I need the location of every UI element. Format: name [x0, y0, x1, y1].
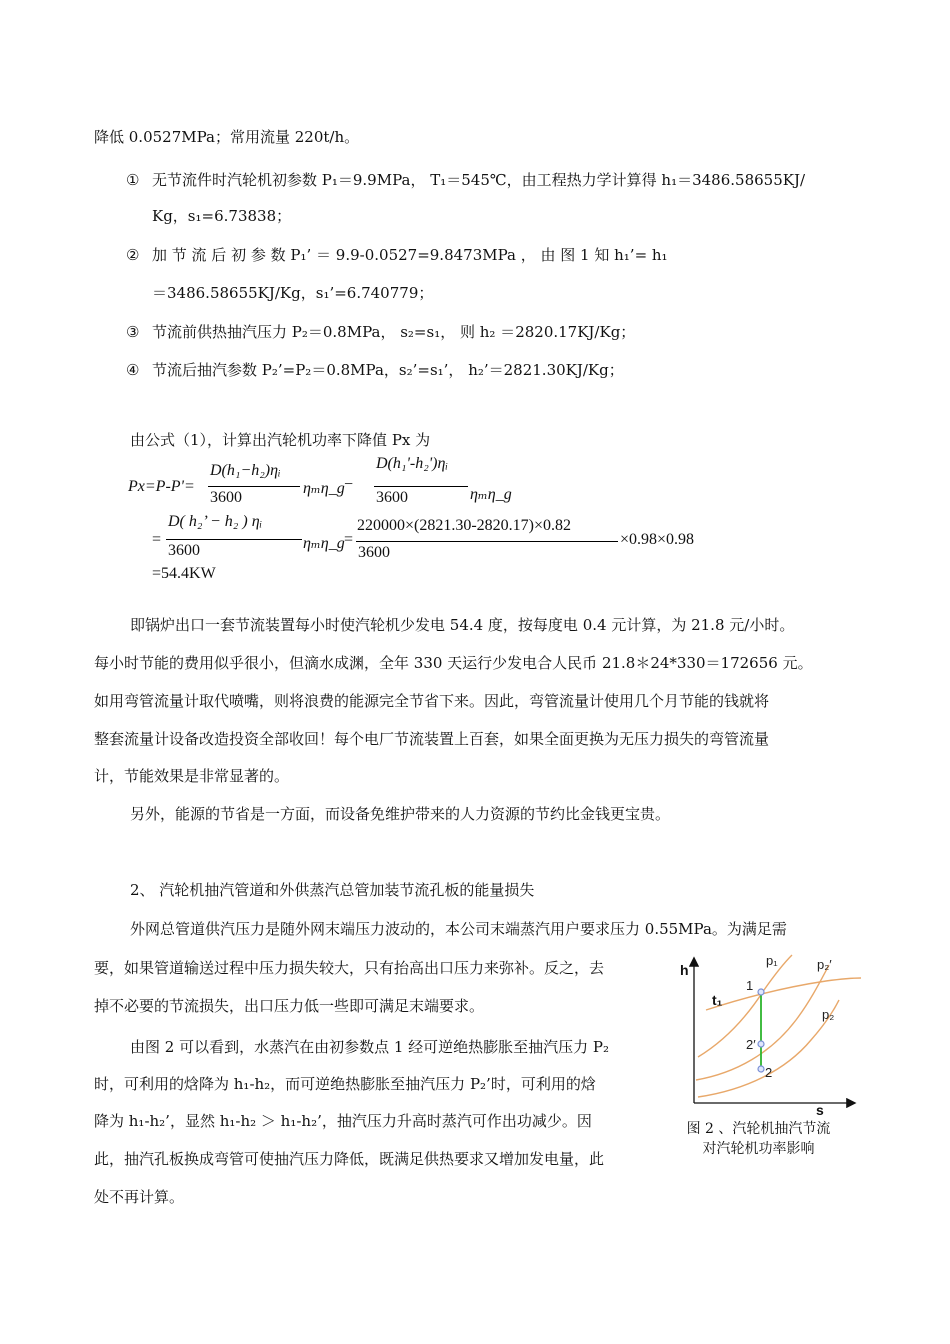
formula-fraction-bar-4: [356, 541, 618, 542]
paragraph-4-line-2: 时，可利用的焓降为 h₁-h₂，而可逆绝热膨胀至抽汽压力 P₂’时，可利用的焓: [94, 1075, 596, 1093]
label-point-1: 1: [746, 978, 754, 993]
item-1-line2: Kg，s₁=6.73838；: [152, 207, 292, 225]
label-p2-prime: p₂′: [817, 957, 832, 972]
formula-lhs: Px=P-P'=: [128, 478, 195, 495]
x-axis-label: s: [816, 1102, 824, 1117]
formula-equals-2: =: [344, 531, 354, 548]
label-point-2-prime: 2′: [746, 1037, 756, 1052]
item-1-marker: ①: [126, 171, 140, 189]
formula-numerator-4: 220000×(2821.30-2820.17)×0.82: [357, 517, 572, 534]
formula-numerator-1: D(h₁−h₂)ηᵢ: [210, 462, 281, 479]
item-3-marker: ③: [126, 323, 140, 341]
state-point-1: [758, 989, 764, 995]
item-2-line1: 加 节 流 后 初 参 数 P₁’ ＝ 9.9-0.0527=9.8473MPa ， 由 图 1 知 h₁’= h₁: [152, 246, 668, 264]
formula-eta-2: ηₘη_g: [470, 486, 512, 503]
hs-diagram: [676, 945, 866, 1117]
formula-denominator-3: 3600: [168, 542, 200, 559]
figure-caption-line-1: 图 2 、汽轮机抽汽节流: [686, 1121, 831, 1137]
formula-result: =54.4KW: [152, 565, 216, 582]
paragraph-3-line-1: 外网总管道供汽压力是随外网末端压力波动的，本公司末端蒸汽用户要求压力 0.55MPa。为满足需: [130, 920, 787, 938]
item-4-line1: 节流后抽汽参数 P₂’=P₂＝0.8MPa，s₂’=s₁’， h₂’＝2821.30KJ/Kg；: [152, 361, 624, 379]
formula-numerator-2: D(h₁'-h₂')ηᵢ: [376, 455, 448, 472]
isobar-p2-prime: [696, 965, 829, 1080]
item-2-line2: ＝3486.58655KJ/Kg，s₁’=6.740779；: [152, 284, 434, 302]
formula-fraction-bar-2: [374, 486, 468, 487]
formula-equals-1: =: [152, 531, 162, 548]
label-p2: p₂: [822, 1007, 835, 1022]
label-p1: p₁: [766, 953, 778, 968]
paragraph-4-line-4: 此，抽汽孔板换成弯管可使抽汽压力降低，既满足供热要求又增加发电量，此: [94, 1150, 605, 1168]
formula-fraction-bar-1: [208, 486, 300, 487]
paragraph-4-line-1: 由图 2 可以看到，水蒸汽在由初参数点 1 经可逆绝热膨胀至抽汽压力 P₂: [130, 1038, 610, 1056]
paragraph-2: 另外，能源的节省是一方面，而设备免维护带来的人力资源的节约比金钱更宝贵。: [130, 805, 671, 823]
formula-denominator-1: 3600: [210, 489, 242, 506]
section-heading: 2、 汽轮机抽汽管道和外供蒸汽总管加装节流孔板的能量损失: [130, 881, 535, 899]
paragraph-3-line-2: 要，如果管道输送过程中压力损失较大，只有抬高出口压力来弥补。反之，去: [94, 959, 605, 977]
paragraph-1-line-1: 即锅炉出口一套节流装置每小时使汽轮机少发电 54.4 度，按每度电 0.4 元计算，为 21.8 元/小时。: [130, 616, 795, 634]
formula-fraction-bar-3: [166, 539, 302, 540]
paragraph-1-line-2: 每小时节能的费用似乎很小，但滴水成渊，全年 330 天运行少发电合人民币 21.8＊24*330＝172656 元。: [94, 654, 813, 672]
y-axis-label: h: [680, 962, 689, 978]
intro-line: 降低 0.0527MPa；常用流量 220t/h。: [94, 128, 360, 146]
formula-denominator-2: 3600: [376, 489, 408, 506]
formula-eta-3: ηₘη_g: [303, 535, 345, 552]
item-3-line1: 节流前供热抽汽压力 P₂＝0.8MPa， s₂=s₁， 则 h₂ ＝2820.17KJ/Kg；: [152, 323, 636, 341]
formula-numerator-3: D( h₂’ − h₂ ) ηᵢ: [168, 513, 263, 530]
item-1-line1: 无节流件时汽轮机初参数 P₁＝9.9MPa， T₁＝545℃，由工程热力学计算得 h₁＝3486.58655KJ/: [152, 171, 806, 189]
item-4-marker: ④: [126, 361, 140, 379]
formula-minus: −: [344, 476, 354, 493]
paragraph-4-line-5: 处不再计算。: [94, 1188, 185, 1206]
label-point-2: 2: [765, 1065, 773, 1080]
state-point-2-prime: [758, 1041, 764, 1047]
isotherm-t1: [706, 978, 861, 1010]
paragraph-4-line-3: 降为 h₁-h₂’，显然 h₁-h₂ ＞ h₁-h₂’，抽汽压力升高时蒸汽可作出功减少。因: [94, 1112, 592, 1130]
paragraph-3-line-3: 掉不必要的节流损失，出口压力低一些即可满足末端要求。: [94, 997, 485, 1015]
paragraph-1-line-5: 计，节能效果是非常显著的。: [94, 767, 290, 785]
state-point-2: [758, 1066, 764, 1072]
paragraph-1-line-3: 如用弯管流量计取代喷嘴，则将浪费的能源完全节省下来。因此，弯管流量计使用几个月节能的钱就将: [94, 692, 770, 710]
item-2-marker: ②: [126, 246, 140, 264]
formula-denominator-4: 3600: [358, 544, 390, 561]
formula-tail: ×0.98×0.98: [620, 531, 695, 548]
formula-intro: 由公式（1），计算出汽轮机功率下降值 Px 为: [130, 431, 431, 449]
figure-caption-line-2: 对汽轮机功率影响: [702, 1141, 815, 1157]
formula-eta-1: ηₘη_g: [303, 480, 345, 497]
paragraph-1-line-4: 整套流量计设备改造投资全部收回！每个电厂节流装置上百套，如果全面更换为无压力损失的弯管流量: [94, 730, 770, 748]
label-t1: t₁: [712, 992, 723, 1008]
